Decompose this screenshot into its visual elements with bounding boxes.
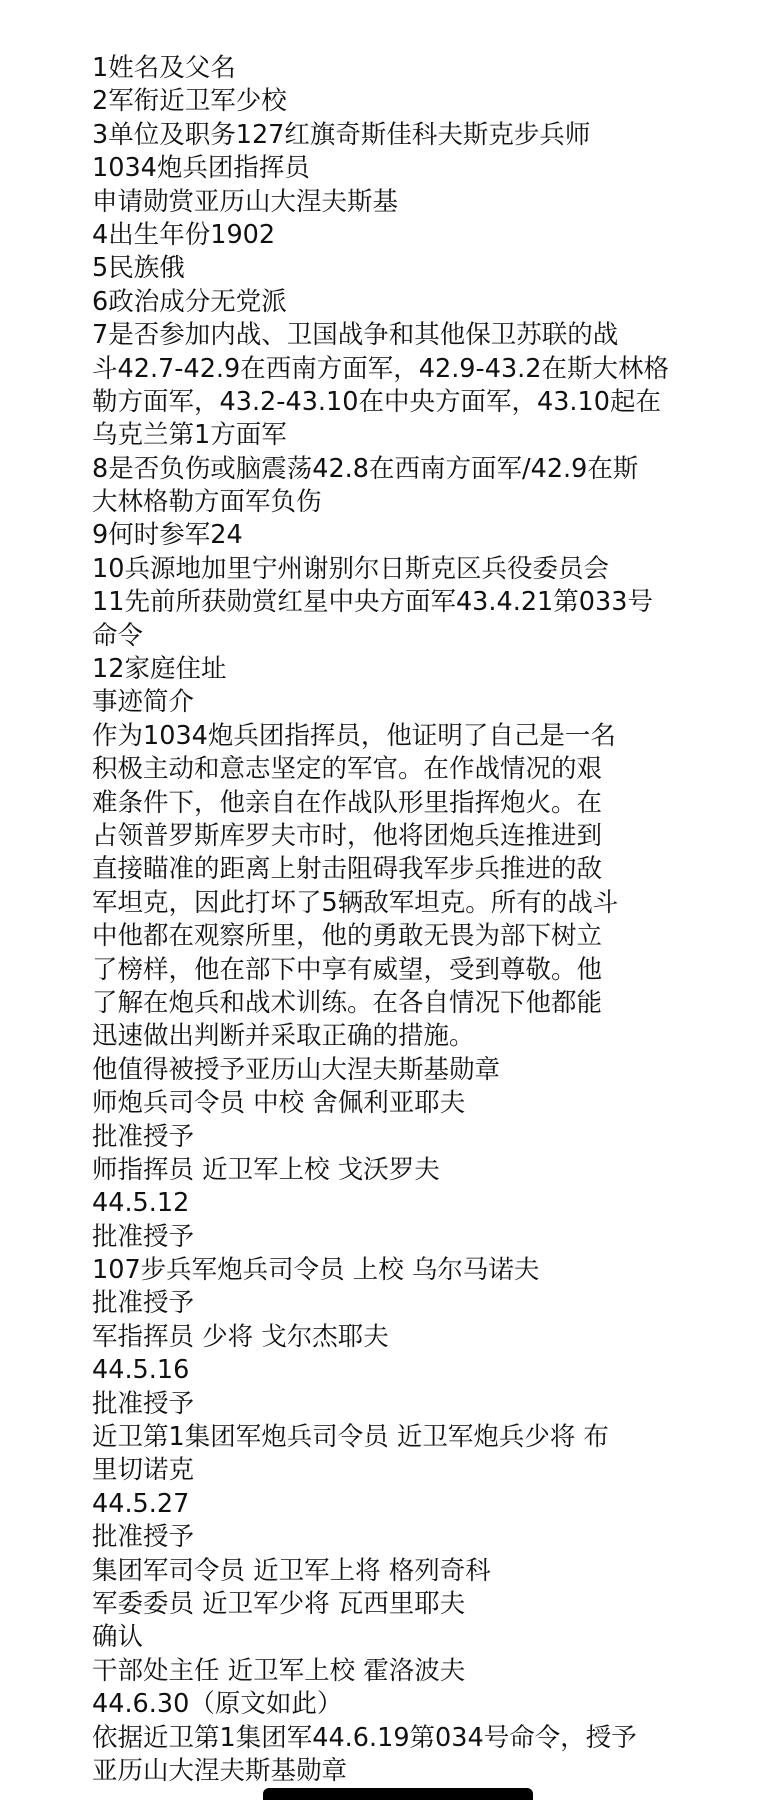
text-line: 9何时参军24 — [92, 520, 243, 551]
text-line: 军委委员 近卫军少将 瓦西里耶夫 — [92, 1588, 466, 1619]
text-line: 了榜样，他在部下中享有威望，受到尊敬。他 — [92, 954, 603, 985]
text-line: 命令 — [92, 620, 144, 651]
text-line: 11先前所获勋赏红星中央方面军43.4.21第033号 — [92, 587, 653, 618]
text-line: 军坦克，因此打坏了5辆敌军坦克。所有的战斗 — [92, 887, 619, 918]
section-heading: 事迹简介 — [92, 687, 195, 718]
text-line: 1姓名及父名 — [92, 53, 236, 83]
date-line: 44.5.16 — [92, 1355, 190, 1386]
text-line: 集团军司令员 近卫军上将 格列奇科 — [92, 1555, 491, 1586]
text-line: 1034炮兵团指挥员 — [92, 153, 310, 184]
text-line: 师炮兵司令员 中校 舍佩利亚耶夫 — [92, 1088, 466, 1119]
text-line: 3单位及职务127红旗奇斯佳科夫斯克步兵师 — [92, 119, 591, 150]
text-line: 批准授予 — [92, 1288, 195, 1319]
text-line: 7是否参加内战、卫国战争和其他保卫苏联的战 — [92, 320, 619, 351]
text-line: 批准授予 — [92, 1388, 195, 1419]
text-line: 4出生年份1902 — [92, 219, 276, 250]
text-line: 占领普罗斯库罗夫市时，他将团炮兵连推进到 — [92, 820, 603, 851]
text-line: 12家庭住址 — [92, 654, 227, 685]
text-line: 10兵源地加里宁州谢别尔日斯克区兵役委员会 — [92, 553, 609, 584]
date-line: 44.6.30（原文如此） — [92, 1689, 343, 1720]
text-line: 中他都在观察所里，他的勇敢无畏为部下树立 — [92, 921, 603, 952]
document-text-body — [92, 52, 692, 1788]
text-line: 积极主动和意志坚定的军官。在作战情况的艰 — [92, 754, 603, 785]
text-line: 乌克兰第1方面军 — [92, 420, 287, 451]
text-line: 107步兵军炮兵司令员 上校 乌尔马诺夫 — [92, 1255, 540, 1286]
text-line: 了解在炮兵和战术训练。在各自情况下他都能 — [92, 987, 603, 1018]
text-line: 2军衔近卫军少校 — [92, 86, 287, 117]
text-line: 确认 — [92, 1622, 144, 1653]
text-line: 批准授予 — [92, 1522, 195, 1553]
text-line: 难条件下，他亲自在作战队形里指挥炮火。在 — [92, 787, 603, 818]
text-line: 5民族俄 — [92, 253, 185, 284]
text-line: 勒方面军，43.2-43.10在中央方面军，43.10起在 — [92, 386, 661, 417]
text-line: 干部处主任 近卫军上校 霍洛波夫 — [92, 1655, 466, 1686]
text-line: 8是否负伤或脑震荡42.8在西南方面军/42.9在斯 — [92, 453, 639, 484]
date-line: 44.5.12 — [92, 1188, 190, 1219]
text-line: 近卫第1集团军炮兵司令员 近卫军炮兵少将 布 — [92, 1422, 609, 1453]
text-line: 师指挥员 近卫军上校 戈沃罗夫 — [92, 1154, 440, 1185]
date-line: 44.5.27 — [92, 1488, 190, 1519]
text-line: 作为1034炮兵团指挥员，他证明了自己是一名 — [92, 720, 616, 751]
text-line: 直接瞄准的距离上射击阻碍我军步兵推进的敌 — [92, 854, 603, 885]
text-line: 申请勋赏亚历山大涅夫斯基 — [92, 186, 399, 217]
text-line: 里切诺克 — [92, 1455, 195, 1486]
text-line: 批准授予 — [92, 1221, 195, 1252]
text-line: 斗42.7-42.9在西南方面军，42.9-43.2在斯大林格 — [92, 353, 670, 384]
text-line: 他值得被授予亚历山大涅夫斯基勋章 — [92, 1054, 501, 1085]
text-line: 依据近卫第1集团军44.6.19第034号命令，授予 — [92, 1722, 637, 1753]
text-line: 军指挥员 少将 戈尔杰耶夫 — [92, 1321, 389, 1352]
text-line: 迅速做出判断并采取正确的措施。 — [92, 1021, 475, 1052]
text-line: 亚历山大涅夫斯基勋章 — [92, 1755, 348, 1786]
text-line: 大林格勒方面军负伤 — [92, 487, 322, 518]
text-line: 6政治成分无党派 — [92, 286, 287, 317]
home-indicator-bar[interactable] — [263, 1788, 533, 1800]
text-line: 批准授予 — [92, 1121, 195, 1152]
